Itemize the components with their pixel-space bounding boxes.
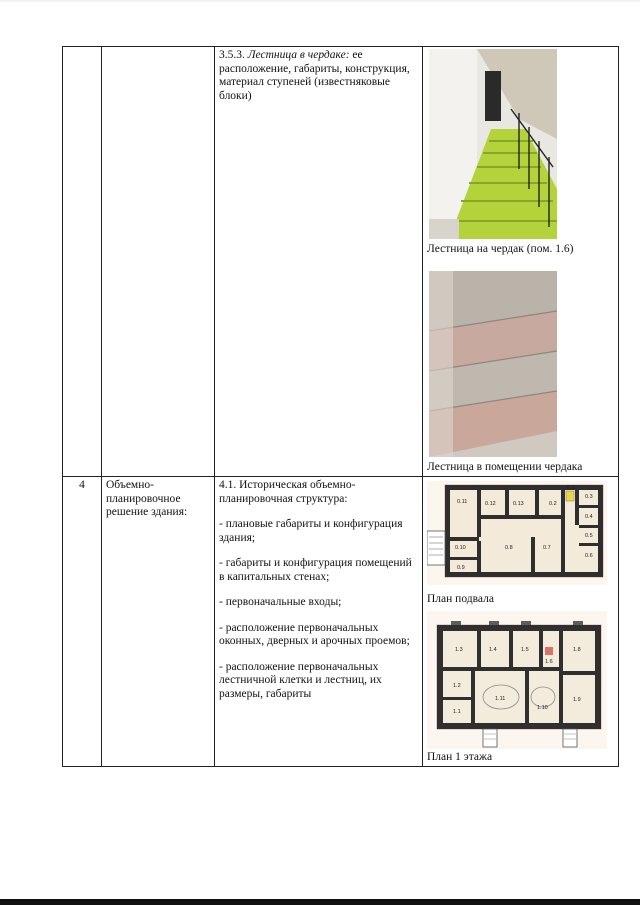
description-paragraph: - габариты и конфигурация помещений в капитальных стенах;	[219, 557, 412, 583]
room-label: 0.3	[585, 494, 593, 500]
illustration-cell	[423, 47, 619, 477]
first-floor-plan	[427, 611, 607, 749]
room-label: 1.5	[521, 646, 529, 653]
room-label: 0.7	[543, 545, 551, 551]
description-cell	[215, 477, 423, 767]
room-label: 0.2	[549, 501, 557, 507]
description-cell	[215, 47, 423, 477]
room-label: 0.6	[585, 553, 593, 559]
image-caption: План 1 этажа	[427, 750, 493, 763]
room-label: 0.12	[485, 501, 496, 507]
room-label: 1.4	[489, 646, 497, 653]
room-label: 0.10	[455, 545, 466, 551]
description-paragraph: - расположение первоначальных оконных, дверных и арочных проемов;	[219, 621, 410, 647]
section-cell	[102, 47, 215, 477]
description-paragraph: - расположение первоначальных лестничной клетки и лестниц, их размеры, габариты	[219, 660, 382, 700]
room-label: 0.5	[585, 533, 593, 539]
image-caption: План подвала	[427, 593, 494, 605]
subsection-text: ее расположение, габариты, конструкция, материал ступеней (известняковые блоки)	[219, 49, 410, 102]
row-number-cell: 4	[63, 477, 102, 767]
illustration-cell	[423, 477, 619, 767]
room-label: 1.8	[573, 646, 581, 653]
description-paragraph: - первоначальные входы;	[219, 596, 342, 608]
room-label: 1.3	[455, 646, 463, 653]
image-caption: Лестница в помещении чердака	[427, 460, 583, 473]
room-label: 0.13	[513, 501, 524, 507]
description-paragraph: - плановые габариты и конфигурация здания;	[219, 518, 403, 544]
description-paragraph: 4.1. Историческая объемно-планировочная структура:	[219, 479, 356, 505]
room-label: 0.4	[585, 514, 593, 520]
scan-bottom-edge	[0, 899, 640, 905]
attic-stairs-photo	[429, 271, 557, 457]
room-label: 1.1	[453, 708, 461, 715]
room-label: 0.8	[505, 545, 513, 551]
room-label: 1.2	[453, 682, 461, 689]
specification-table	[62, 46, 619, 767]
section-cell: Объемно-планировочное решение здания:	[102, 477, 215, 767]
row-number-cell	[63, 47, 102, 477]
room-label: 1.10	[537, 704, 548, 711]
table-row	[63, 47, 619, 477]
basement-plan	[427, 481, 607, 585]
room-label: 0.1	[567, 485, 575, 491]
subsection-number: 3.5.3.	[219, 49, 245, 61]
room-label: 1.11	[495, 695, 506, 702]
table-row	[63, 477, 619, 767]
subsection-title: Лестница в чердаке:	[247, 49, 350, 61]
room-label: 1.9	[573, 696, 581, 703]
scan-edge	[0, 0, 640, 2]
staircase-photo	[429, 49, 557, 239]
image-caption: Лестница на чердак (пом. 1.6)	[427, 243, 574, 255]
room-label: 1.6	[545, 658, 553, 665]
room-label: 0.9	[457, 565, 465, 571]
room-label: 0.11	[457, 499, 468, 505]
